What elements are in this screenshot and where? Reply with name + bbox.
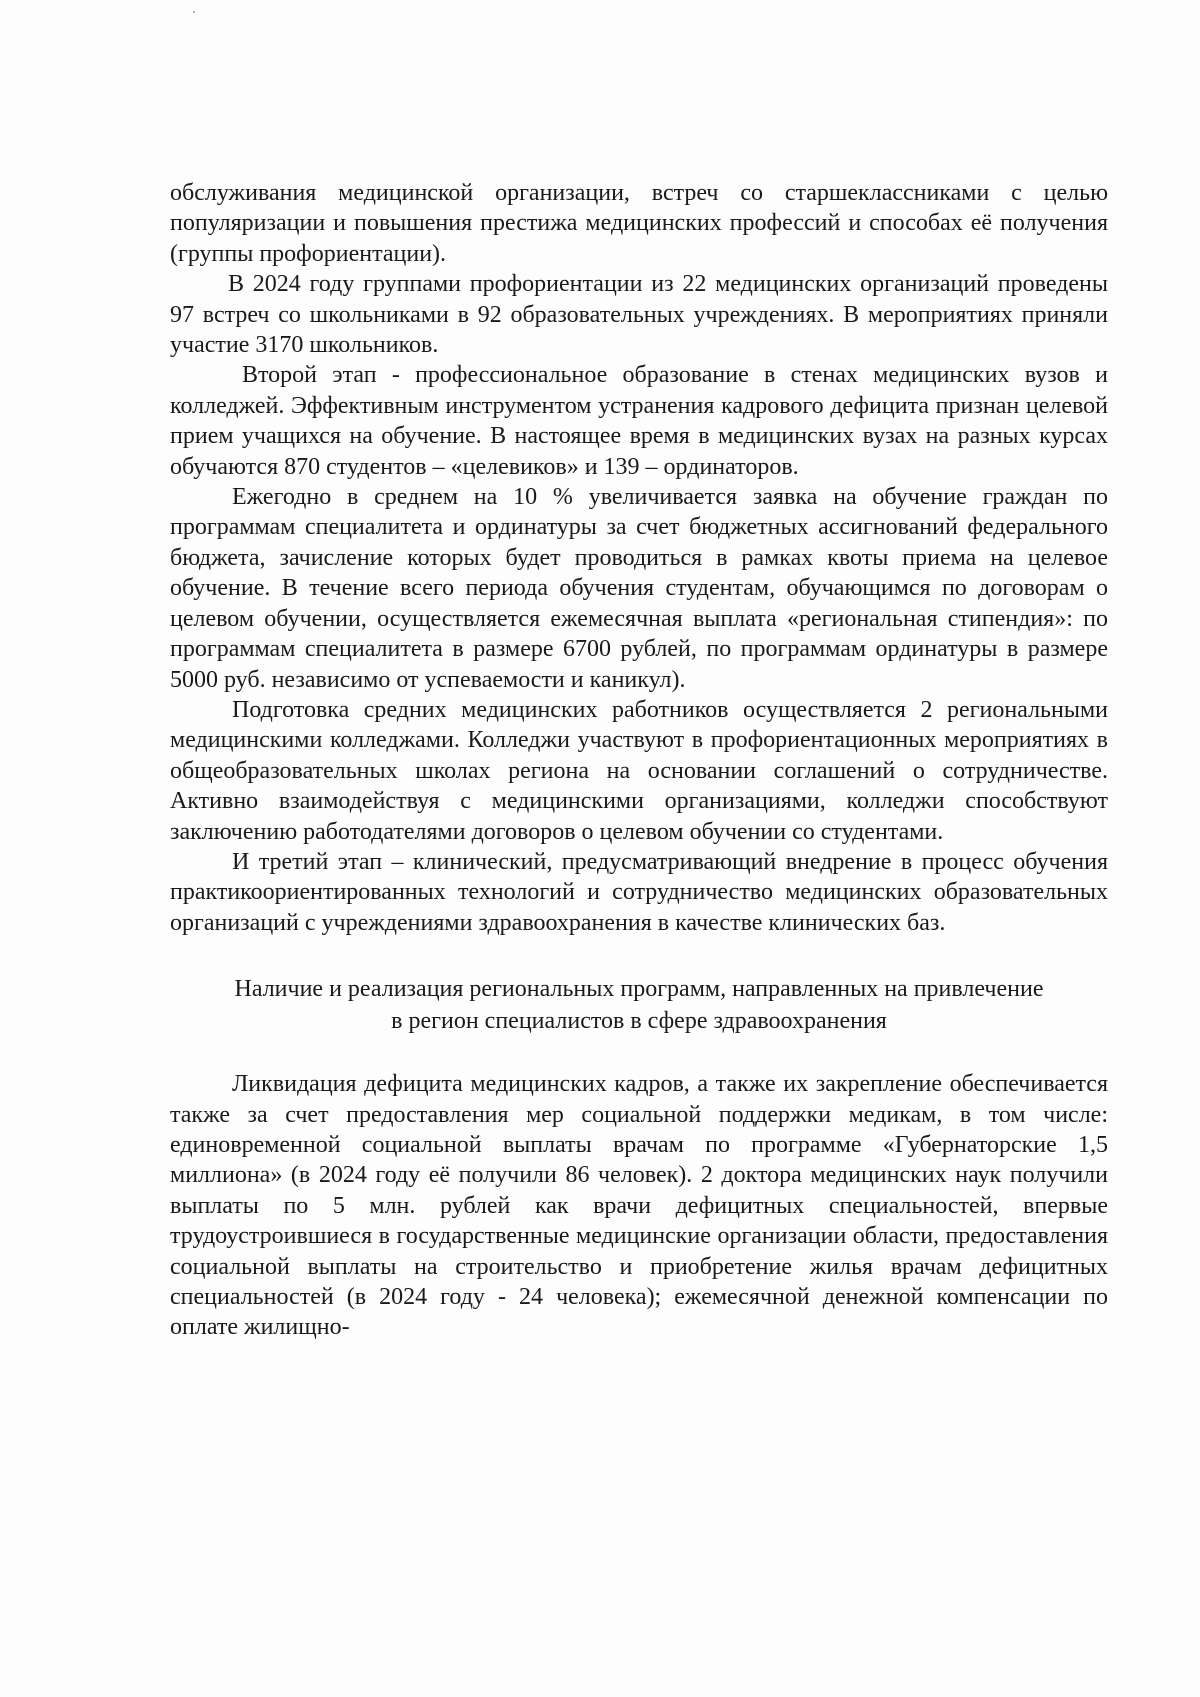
section-heading [170,973,1108,1037]
paragraph-career-guidance-2024: В 2024 году группами профориентации из 22 медицинских организаций проведены 97 встреч со школьниками в 92 образовательных учреждениях. В мероприятиях приняли участие 3170 школьников. [170,271,1108,359]
paragraph-third-stage: И третий этап – клинический, предусматривающий внедрение в процесс обучения практикоориентированных технологий и сотрудничество медицинских образовательных организаций с учреждениями здравоохранения в качестве клинических баз. [170,848,1108,936]
paragraph-annual-quota: Ежегодно в среднем на 10 % увеличивается заявка на обучение граждан по программам специалитета и ординатуры за счет бюджетных ассигнований федерального бюджета, зачисление которых будет проводиться в рамках квоты приема на целевое обучение. В течение всего периода обучения студентам, обучающимся по договорам о целевом обучении, осуществляется ежемесячная выплата «региональная стипендия»: по программам специалитета в размере 6700 рублей, по программам ординатуры в размере 5000 руб. независимо от успеваемости и каникул). [170,484,1108,693]
paragraph-second-stage: Второй этап - профессиональное образование в стенах медицинских вузов и колледжей. Эффективным инструментом устранения кадрового дефицита признан целевой прием учащихся на обучение. В настоящее время в медицинских вузах на разных курсах обучаются 870 студентов – «целевиков» и 139 – ординаторов. [170,362,1108,480]
paragraph-social-support: Ликвидация дефицита медицинских кадров, а также их закрепление обеспечивается также за счет предоставления мер социальной поддержки медикам, в том числе: единовременной социальной выплаты врачам по программе «Губернаторские 1,5 миллиона» (в 2024 году её получили 86 человек). 2 доктора медицинских наук получили выплаты по 5 млн. рублей как врачи дефицитных специальностей, впервые трудоустроившиеся в государственные медицинские организации области, предоставления социальной выплаты на строительство и приобретение жилья врачам дефицитных специальностей (в 2024 году - 24 человека); ежемесячной денежной компенсации по оплате жилищно- [170,1071,1108,1341]
section-heading-line-2: в регион специалистов в сфере здравоохранения [391,1008,887,1035]
scan-speck [193,11,195,13]
paragraph-continuation: обслуживания медицинской организации, встреч со старшеклассниками с целью популяризации и повышения престижа медицинских профессий и способах её получения (группы профориентации). [170,180,1108,267]
paragraph-nurse-training: Подготовка средних медицинских работников осуществляется 2 региональными медицинскими колледжами. Колледжи участвуют в профориентационных мероприятиях в общеобразовательных школах региона на основании соглашений о сотрудничестве. Активно взаимодействуя с медицинскими организациями, колледжи способствуют заключению работодателями договоров о целевом обучении со студентами. [170,696,1108,845]
section-heading-line-1: Наличие и реализация региональных программ, направленных на привлечение [234,976,1044,1003]
document-body [170,178,1108,1343]
